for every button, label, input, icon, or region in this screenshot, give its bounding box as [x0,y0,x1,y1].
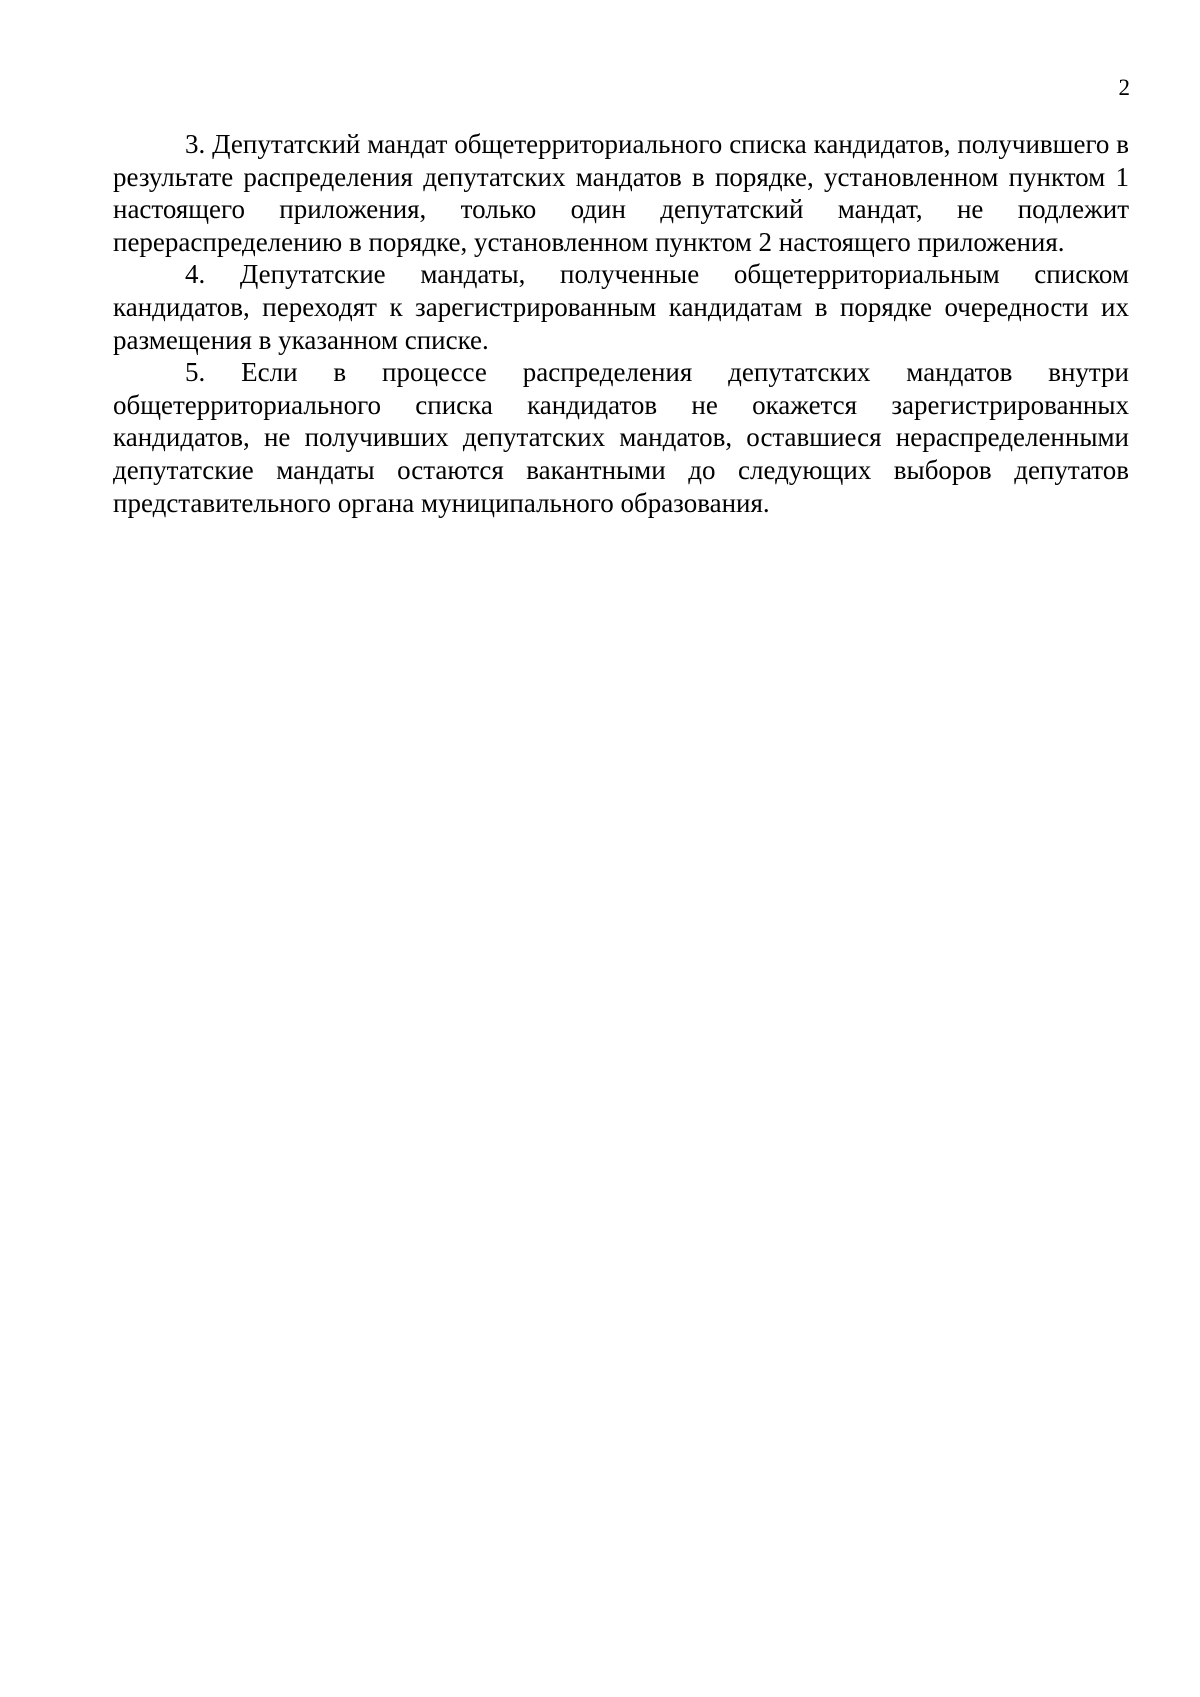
page-number: 2 [1118,75,1130,100]
paragraph-item-5: 5. Если в процессе распределения депутатских мандатов внутри общетерриториального списка кандидатов не окажется зарегистрированных кандидатов, не получивших депутатских мандатов, оставшиеся нераспределенными депутатские мандаты остаются вакантными до следующих выборов депутатов представительного органа муниципального образования. [113,357,1129,518]
document-body [113,128,1129,519]
paragraph-item-3: 3. Депутатский мандат общетерриториального списка кандидатов, получившего в результате распределения депутатских мандатов в порядке, установленном пунктом 1 настоящего приложения, только один депутатский мандат, не подлежит перераспределению в порядке, установленном пунктом 2 настоящего приложения. [113,129,1129,257]
paragraph-item-4: 4. Депутатские мандаты, полученные общетерриториальным списком кандидатов, переходят к зарегистрированным кандидатам в порядке очередности их размещения в указанном списке. [113,259,1129,355]
